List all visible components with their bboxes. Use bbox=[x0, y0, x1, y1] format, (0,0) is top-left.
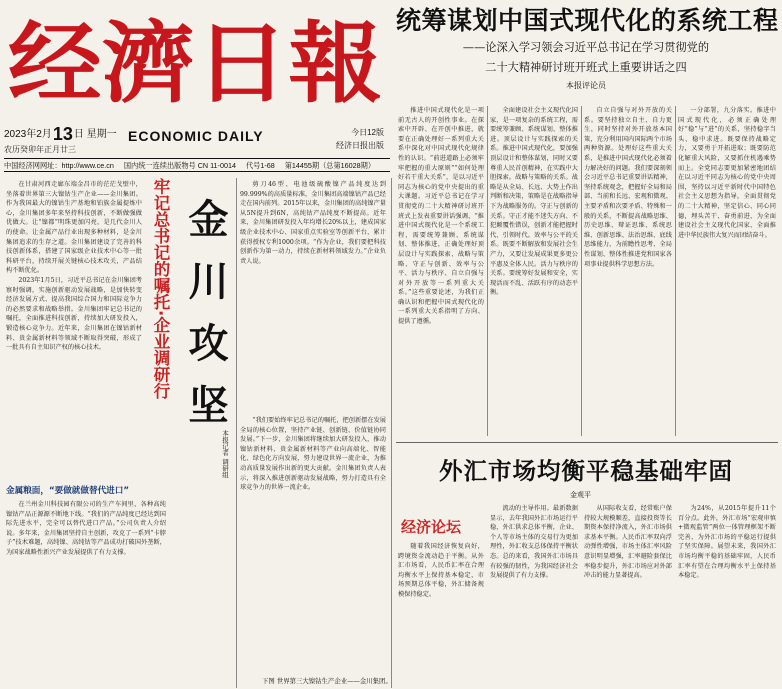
photo-caption: 下图 世界第三大镍钴生产企业——金川集团。 bbox=[262, 677, 392, 685]
newspaper-logo bbox=[4, 6, 388, 106]
page-divider bbox=[391, 178, 392, 688]
series-title: 牢记总书记的嘱托·企业调研行 bbox=[151, 178, 170, 399]
section-divider bbox=[396, 442, 778, 443]
column-divider bbox=[675, 106, 676, 436]
masthead bbox=[0, 0, 390, 170]
left-article-column: 在兰州金川科技园有限公司的生产车间里，各种高纯镍钴产品正源源不断地下线。“我们的产品纯度已经达到国际先进水平，完全可以替代进口产品。”公司负责人介绍说。多年来，金川集团坚持自主创新，攻克了一系列“卡脖子”技术难题，高纯镍、高纯钴等产品成功打破国外垄断，为国家战略性新兴产业发展提供了有力支撑。 bbox=[6, 501, 166, 556]
left-article-column: “我们要始终牢记总书记的嘱托，把创新摆在发展全局的核心位置，坚持产业链、创新链、价值链协同发展。”下一步，金川集团将继续加大研发投入，推动镍钴新材料、贵金属新材料等产业向高端化、智能化、绿色化方向发展，努力建设世界一流企业，为推动高质量发展作出新的更大贡献。金川集团负责人表示，将深入推进创新驱动发展战略，努力打造具有全球竞争力的世界一流企业。 bbox=[240, 417, 386, 492]
top-article-byline: 本报评论员 bbox=[566, 81, 606, 90]
issue-date: 2023年2月13日 星期一 bbox=[4, 124, 117, 144]
publication-info bbox=[4, 158, 390, 172]
top-article-header bbox=[396, 4, 779, 102]
english-name: ECONOMIC DAILY bbox=[128, 128, 264, 144]
top-article-column: 自立自强与对外开放的关系。要坚持独立自主、自力更生，同时坚持对外开放基本国策，充分利用国内国际两个市场两种资源。处理好这些重大关系，是推进中国式现代化必须着力解决好的问题。我们要深刻领会习近平总书记重要讲话精神，坚持系统观念，把握好全局和局部、当前和长远、宏观和微观、主要矛盾和次要矛盾、特殊和一般的关系，不断提高战略思维、历史思维、辩证思维、系统思维、创新思维、法治思维、底线思维能力，为前瞻性思考、全局性谋划、整体性推进党和国家各项事业提供科学思想方法。 bbox=[584, 107, 672, 268]
fx-article-headline[interactable]: 外汇市场均衡平稳基础牢固 bbox=[439, 457, 733, 485]
column-divider bbox=[236, 178, 237, 688]
fx-article-column: 从国际收支看，经常账户保持较大规模顺差，直接投资等长期资本保持净流入，外汇市场供求基本平衡。人民币汇率双向浮动弹性增强，市场主体汇率风险意识明显增强，汇率避险套保比率稳步提升，外汇市场应对外部冲击的能力显著提高。 bbox=[584, 505, 672, 580]
postal-code: 代号1-68 bbox=[245, 161, 275, 170]
top-article-headline[interactable]: 统筹谋划中国式现代化的系统工程 bbox=[396, 6, 779, 35]
publisher-line: 经济日报出版 bbox=[336, 141, 384, 150]
column-divider bbox=[487, 106, 488, 436]
issue-number: 第14455期（总第16028期） bbox=[284, 161, 376, 170]
fx-article-column: 流动的主导作用。最新数据显示，去年我国外汇市场运行平稳，外汇供求总体平衡，企业、个人等市场主体的交易行为更加理性，外汇收支总体保持平衡状态。总的来看，我国外汇市场具有较强的韧性，为我国经济社会发展提供了有力支撑。 bbox=[490, 505, 578, 580]
fx-article-column: 随着我国经济恢复向好，跨境资金流动趋于平衡。从外汇市场看，人民币汇率在合理均衡水平上保持基本稳定，市场预期总体平稳，外汇储备规模保持稳定。 bbox=[398, 543, 484, 598]
top-article-column: 一分部署，九分落实。推进中国式现代化，必须正确处理好“稳”与“进”的关系，坚持稳字当头、稳中求进。既要保持战略定力，又要勇于开拓进取；既要防范化解重大风险，又要抓住机遇乘势而上。全党同志要更加紧密地团结在以习近平同志为核心的党中央周围，坚持以习近平新时代中国特色社会主义思想为指导，全面贯彻党的二十大精神，坚定信心、同心同德，埋头苦干、奋勇前进，为全面建设社会主义现代化国家、全面推进中华民族伟大复兴而团结奋斗。 bbox=[678, 107, 776, 239]
top-article-subheadline-1: ——论深入学习领会习近平总书记在学习贯彻党的 bbox=[462, 41, 710, 54]
logo-text: 经濟日報 bbox=[8, 11, 382, 106]
left-article-subhead: 金属粮面，“要做就做替代进口” bbox=[6, 486, 130, 496]
column-divider bbox=[581, 106, 582, 436]
top-article-subheadline-2: 二十大精神研讨班开班式上重要讲话之四 bbox=[485, 61, 687, 74]
fx-article-column: 为24%，从2015年提升11个百分点。此外，外汇市场“宏观审慎+微观监管”两位一体管理框架不断完善，为外汇市场的平稳运行提供了坚实保障。展望未来，我国外汇市场均衡平稳的基础牢固，人民币汇率有望在合理均衡水平上保持基本稳定。 bbox=[678, 505, 776, 580]
serial-number: 国内统一连续出版物号 CN 11-0014 bbox=[123, 161, 236, 170]
page-count bbox=[336, 126, 384, 152]
website-url[interactable]: 中国经济网网址：http://www.ce.cn bbox=[4, 161, 114, 170]
page-count-line1: 今日12版 bbox=[351, 128, 384, 137]
top-article-column: 全面建设社会主义现代化国家，是一项复杂的系统工程，需要统筹兼顾、系统谋划、整体推进。顶层设计与实践探索的关系。推进中国式现代化，要加强顶层设计和整体谋划，同时又要尊重人民首创精神，在实践中大胆探索。战略与策略的关系。战略是从全局、长远、大势上作出判断和决策，策略是在战略指导下为战略服务的。守正与创新的关系。守正才能不迷失方向、不犯颠覆性错误，创新才能把握时代、引领时代。效率与公平的关系。既要不断解放和发展社会生产力，又要让发展成果更多更公平惠及全体人民。活力与秩序的关系。要统筹好发展和安全，实现活而不乱、活跃有序的动态平衡。 bbox=[490, 107, 578, 297]
left-article-headline[interactable]: 金川攻坚 bbox=[182, 198, 228, 446]
lunar-date: 农历癸卯年正月廿三 bbox=[4, 145, 76, 154]
left-article-reporter: 本报记者 调研组 bbox=[221, 430, 229, 478]
top-article-column: 推进中国式现代化是一项前无古人的开创性事业。在探索中开辟、在开创中推进，就要在正确处理好一系列重大关系中深化对中国式现代化规律性的认识。“前进道路上必须牢牢把握的重大原则”“如何处理好若干重大关系”，是以习近平同志为核心的党中央提出的重大课题。习近平总书记在学习贯彻党的二十大精神研讨班开班式上发表重要讲话强调，“推进中国式现代化是一个系统工程，需要统筹兼顾、系统谋划、整体推进，正确处理好顶层设计与实践探索、战略与策略、守正与创新、效率与公平、活力与秩序、自立自强与对外开放等一系列重大关系。”这些重要论述，为我们正确认识和把握中国式现代化的一系列重大关系指明了方向、提供了遵循。 bbox=[398, 107, 484, 326]
issue-day: 13 bbox=[52, 124, 73, 144]
left-article-column: 剪刀46型、电池级硫酸镍产品纯度达到99.999%的高质量标准，金川集团高端镍钴产品已经走在国内前列。2015年以来，金川集团的高纯镍产量从5N提升到6N，高纯钴产品纯度不断提高。近年来，金川集团研发投入年均增长20%以上，建成国家级企业技术中心、国家重点实验室等创新平台，累计获得授权专利1000余项。“作为企业，我们要把科技创新作为第一动力，持续在新材料领域发力。”企业负责人说。 bbox=[240, 181, 386, 265]
left-article-column: 在甘肃河西走廊东端金昌市的茫茫戈壁中，坐落着世界第三大镍钴生产企业——金川集团。作为我国最大的镍钴生产基地和铂族金属提炼中心，金川集团多年来坚持科技创新，不断做强做优做大。让“镍都”明珠更加闪亮，是几代金川人的使命。让金属产品行业出现多种材料，是金川集团追求的生存之道。金川集团建设了完善的科技创新体系，搭建了国家级企业技术中心等一批科研平台，持续开展关键核心技术攻关，产品结构不断优化。 2023年1月5日，习近平总书记在金川集团考察时强调，实施创新驱动发展战略，是加快转变经济发展方式、提高我国综合国力和国际竞争力的必然要求和战略举措。金川集团牢记总书记的嘱托，全面推进科技创新，持续加大研发投入，锻造核心竞争力。近年来，金川集团在镍钴新材料、贵金属新材料等领域不断取得突破，形成了一批具有自主知识产权的核心技术。 bbox=[6, 181, 142, 352]
fx-article-author: 金观平 bbox=[570, 491, 591, 499]
forum-tag: 经济论坛 bbox=[401, 518, 462, 536]
